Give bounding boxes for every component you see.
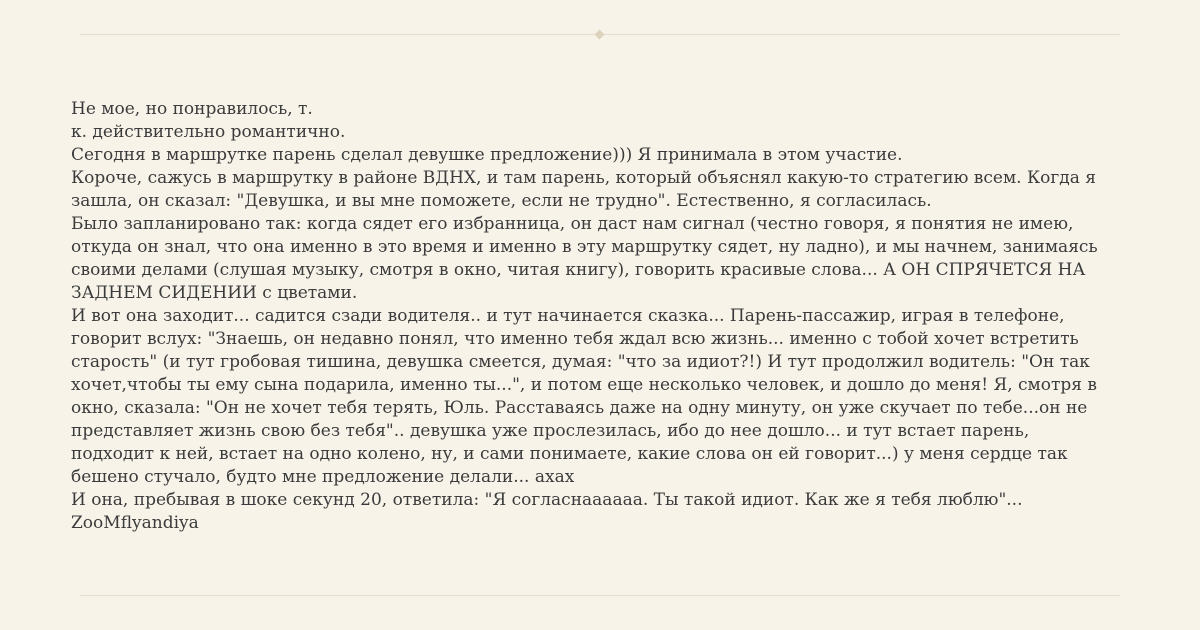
- story-line: говорит вслух: "Знаешь, он недавно понял, что именно тебя ждал всю жизнь... именно с тобой хочет встретить: [71, 329, 1079, 349]
- story-line: И она, пребывая в шоке секунд 20, ответила: "Я согласнаааааа. Ты такой идиот. Как же я тебя люблю"...: [71, 490, 1023, 510]
- story-line: откуда он знал, что она именно в это время и именно в эту маршрутку сядет, ну ладно), и мы начнем, занимаясь: [71, 237, 1098, 257]
- story-line: Сегодня в маршрутке парень сделал девушке предложение))) Я принимала в этом участие.: [71, 145, 903, 165]
- story-line: ЗАДНЕМ СИДЕНИИ с цветами.: [71, 283, 358, 303]
- story-line: представляет жизнь свою без тебя".. девушка уже прослезилась, ибо до нее дошло... и тут встает парень,: [71, 421, 1030, 441]
- story-line: И вот она заходит... садится сзади водителя.. и тут начинается сказка... Парень-пассажир, играя в телефоне,: [71, 306, 1065, 326]
- story-line: хочет,чтобы ты ему сына подарила, именно ты...", и потом еще несколько человек, и дошло до меня! Я, смотря в: [71, 375, 1097, 395]
- story-line: к. действительно романтично.: [71, 122, 346, 142]
- story-line: Короче, сажусь в маршрутку в районе ВДНХ, и там парень, который объяснял какую-то стратегию всем. Когда я: [71, 168, 1097, 188]
- story-line: Не мое, но понравилось, т.: [71, 99, 313, 119]
- bottom-divider: [80, 595, 1120, 596]
- story-line: бешено стучало, будто мне предложение делали... ахах: [71, 467, 575, 487]
- story-line: старость" (и тут гробовая тишина, девушка смеется, думая: "что за идиот?!) И тут продолжил водитель: "Он так: [71, 352, 1090, 372]
- story-line: своими делами (слушая музыку, смотря в окно, читая книгу), говорить красивые слова... А ОН СПРЯЧЕТСЯ НА: [71, 260, 1086, 280]
- story-line: Было запланировано так: когда сядет его избранница, он даст нам сигнал (честно говоря, я понятия не имею,: [71, 214, 1074, 234]
- story-line: подходит к ней, встает на одно колено, ну, и сами понимаете, какие слова он ей говорит...) у меня сердце так: [71, 444, 1068, 464]
- story-line: зашла, он сказал: "Девушка, и вы мне поможете, если не трудно". Естественно, я согласилась.: [71, 191, 932, 211]
- divider-ornament: [595, 30, 605, 40]
- story-author: ZooMflyandiya: [71, 513, 199, 533]
- story-text: [71, 98, 1133, 535]
- story-line: окно, сказала: "Он не хочет тебя терять, Юль. Расставаясь даже на одну минуту, он уже скучает по тебе...он не: [71, 398, 1088, 418]
